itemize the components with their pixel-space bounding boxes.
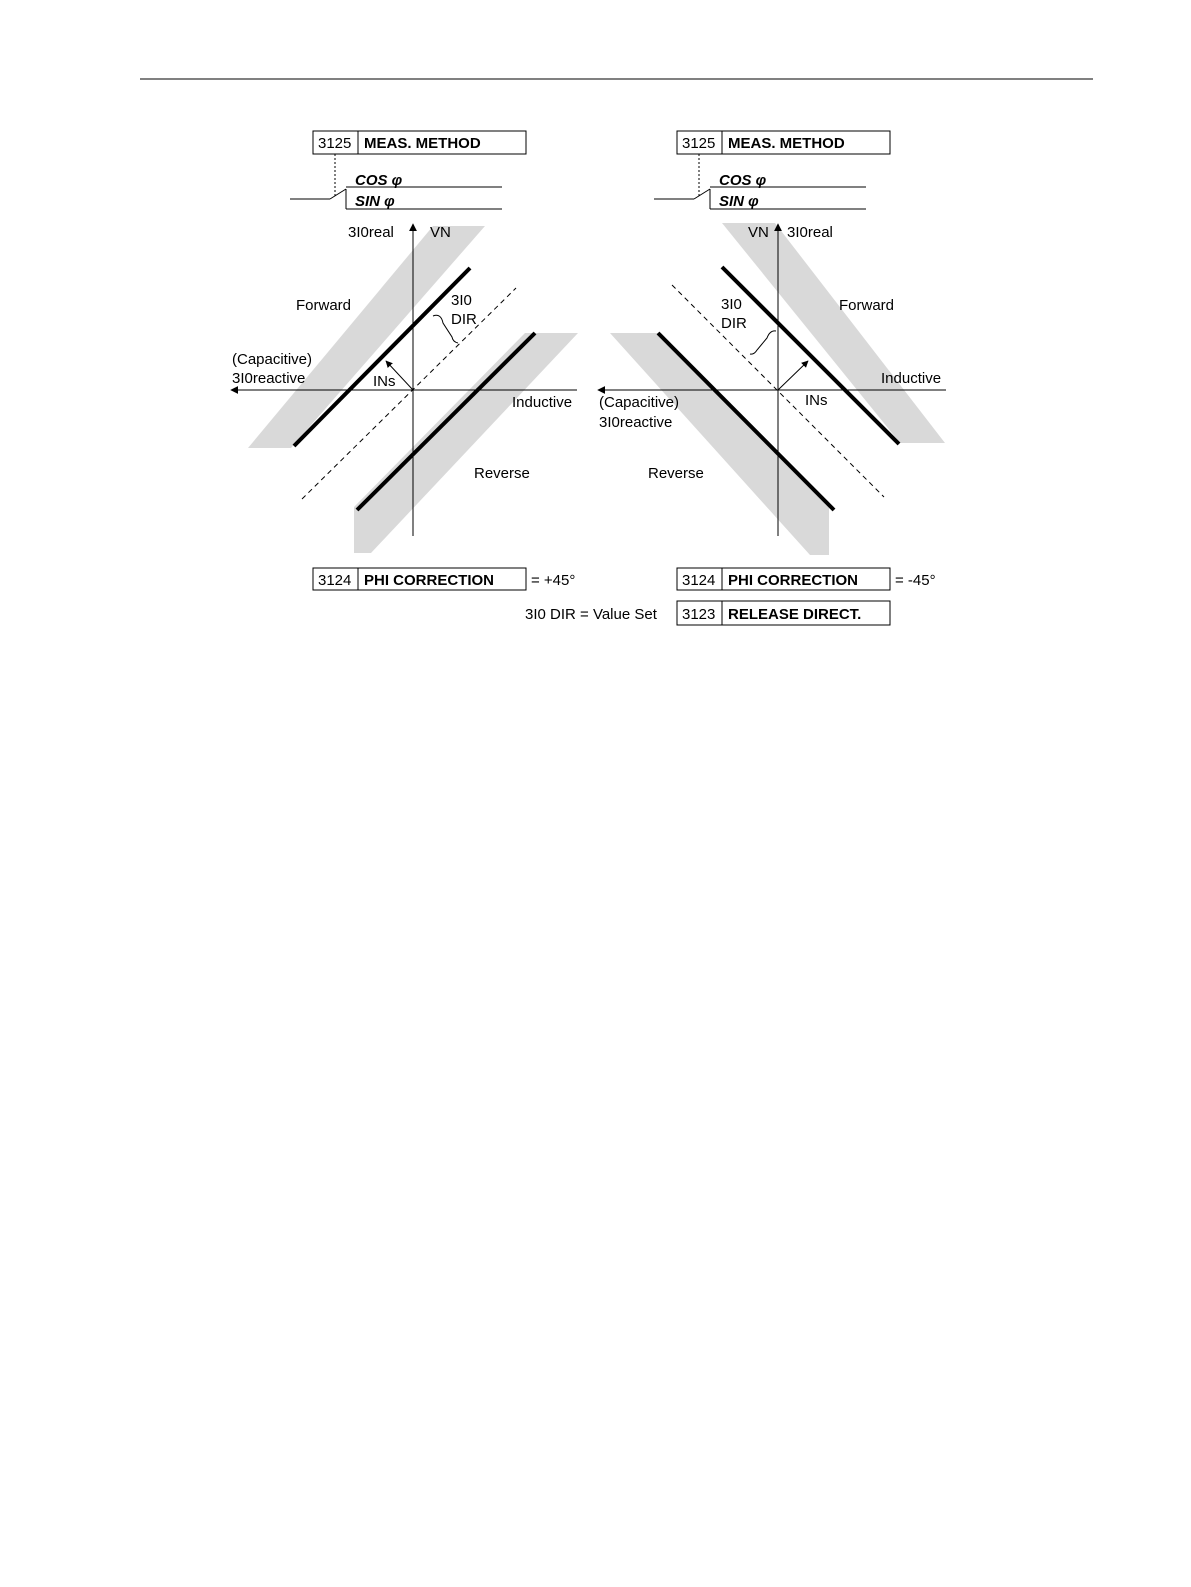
left-phi-correction-label: PHI CORRECTION [364,572,495,589]
left-option-cos: COS φ [355,172,403,189]
right-3i0reactive-label: 3I0reactive [599,414,673,431]
left-reverse-band [354,333,578,553]
left-method-switch [290,154,502,210]
right-axis-label-vn: VN [748,224,769,241]
right-release-direct-box [677,601,890,625]
left-phi-correction-number: 3124 [318,572,352,589]
left-dir-label-line2: DIR [451,311,477,328]
right-release-direct-label: RELEASE DIRECT. [728,606,862,623]
left-3i0reactive-label: 3I0reactive [232,370,306,387]
right-forward-band [722,223,945,443]
right-phi-correction-value: = -45° [895,572,936,589]
right-dir-label-line2: DIR [721,315,747,332]
right-dir-label-line1: 3I0 [721,296,742,313]
left-meas-method-label: MEAS. METHOD [364,135,481,152]
left-axis-label-3i0real: 3I0real [348,224,394,241]
left-phi-correction-value: = +45° [531,572,576,589]
right-meas-method-box [677,131,890,154]
left-ins-label: INs [373,373,396,390]
right-capacitive-label: (Capacitive) [599,394,680,411]
right-axis-label-3i0real: 3I0real [787,224,833,241]
dir-value-set-label: 3I0 DIR = Value Set [525,606,657,623]
left-option-sin: SIN φ [355,193,395,210]
right-phi-correction-label: PHI CORRECTION [728,572,859,589]
left-axis-label-vn: VN [430,224,451,241]
right-ins-vector [778,361,808,390]
right-inductive-label: Inductive [881,370,942,387]
right-phi-correction-number: 3124 [682,572,716,589]
right-release-direct-number: 3123 [682,606,716,623]
left-reverse-label: Reverse [474,465,530,482]
right-meas-method-label: MEAS. METHOD [728,135,845,152]
left-reverse-boundary [357,333,535,510]
left-meas-method-number: 3125 [318,135,352,152]
right-method-switch [654,154,866,210]
left-dir-label-line1: 3I0 [451,292,472,309]
right-diagram [598,131,946,625]
right-reverse-label: Reverse [648,465,704,482]
right-reverse-band [610,333,829,555]
left-forward-label: Forward [296,297,352,314]
right-phi-correction-box [677,568,890,590]
right-dir-bracket [750,331,776,354]
right-ins-label: INs [805,392,828,409]
left-inductive-label: Inductive [512,394,573,411]
right-option-cos: COS φ [719,172,767,189]
left-meas-method-box [313,131,526,154]
right-option-sin: SIN φ [719,193,759,210]
right-meas-method-number: 3125 [682,135,716,152]
left-capacitive-label: (Capacitive) [232,351,313,368]
left-phi-correction-box [313,568,526,590]
right-forward-label: Forward [839,297,895,314]
left-diagram [231,131,578,590]
